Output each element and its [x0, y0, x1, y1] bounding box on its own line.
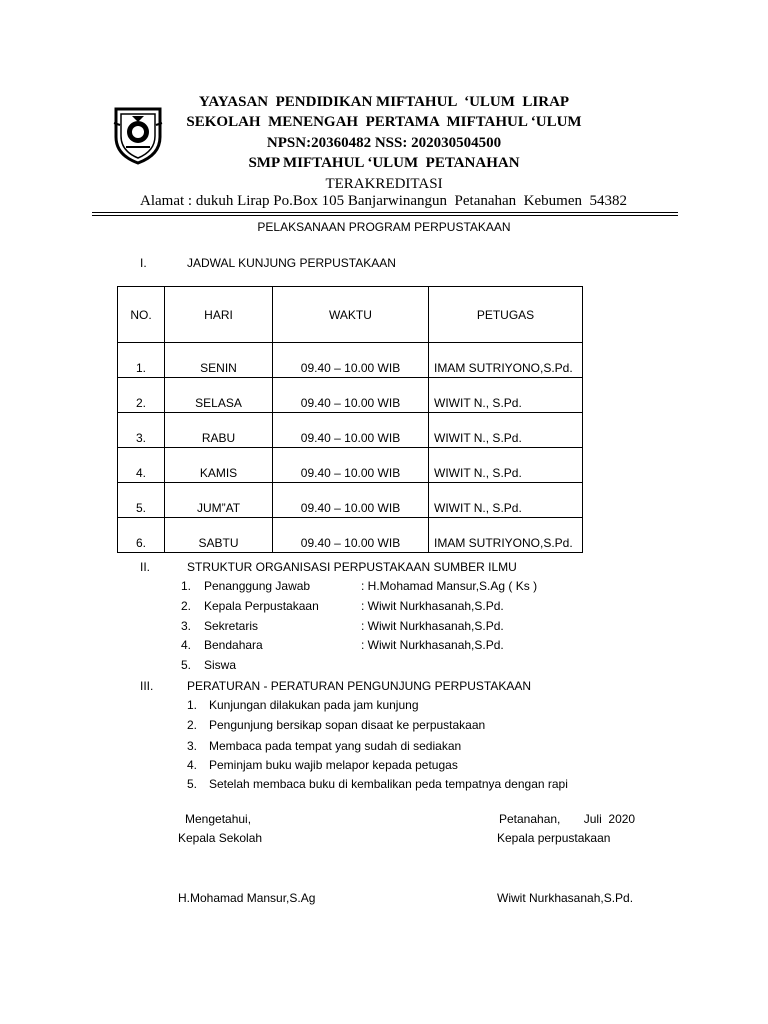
header-divider-thin — [92, 215, 678, 216]
cell-officer: WIWIT N., S.Pd. — [429, 448, 583, 483]
page-title: PELAKSANAAN PROGRAM PERPUSTAKAAN — [257, 220, 511, 234]
sign-right-role: Kepala perpustakaan — [497, 831, 611, 845]
cell-day: SELASA — [165, 378, 273, 413]
cell-day: SABTU — [165, 518, 273, 553]
col-header-time: WAKTU — [273, 287, 429, 343]
col-header-no: NO. — [118, 287, 165, 343]
rule-item-text: Peminjam buku wajib melapor kepada petugas — [209, 758, 458, 772]
org-item-number: 5. — [181, 658, 192, 672]
cell-officer: WIWIT N., S.Pd. — [429, 413, 583, 448]
rule-item-text: Pengunjung bersikap sopan disaat ke perpustakaan — [209, 718, 486, 732]
sign-right-name: Wiwit Nurkhasanah,S.Pd. — [497, 891, 634, 905]
cell-officer: IMAM SUTRIYONO,S.Pd. — [429, 518, 583, 553]
rule-item-number: 3. — [187, 739, 198, 753]
schedule-table — [117, 286, 583, 553]
table-row — [118, 448, 583, 483]
cell-time: 09.40 – 10.00 WIB — [273, 378, 429, 413]
org-item-number: 3. — [181, 619, 192, 633]
cell-time: 09.40 – 10.00 WIB — [273, 413, 429, 448]
cell-time: 09.40 – 10.00 WIB — [273, 343, 429, 378]
org-item-role: Siswa — [204, 658, 237, 672]
rule-item-number: 2. — [187, 718, 198, 732]
cell-officer: WIWIT N., S.Pd. — [429, 483, 583, 518]
rule-item-number: 1. — [187, 698, 198, 712]
header-address: Alamat : dukuh Lirap Po.Box 105 Banjarwinangun Petanahan Kebumen 54382 — [140, 193, 627, 209]
org-item-name: : Wiwit Nurkhasanah,S.Pd. — [361, 599, 504, 613]
table-row — [118, 413, 583, 448]
rule-item-number: 4. — [187, 758, 198, 772]
table-row — [118, 343, 583, 378]
section3-number: III. — [140, 679, 154, 693]
cell-day: RABU — [165, 413, 273, 448]
org-item-role: Sekretaris — [204, 619, 259, 633]
col-header-day: HARI — [165, 287, 273, 343]
org-item-name: : H.Mohamad Mansur,S.Ag ( Ks ) — [361, 579, 538, 593]
col-header-officer: PETUGAS — [429, 287, 583, 343]
org-item-name: : Wiwit Nurkhasanah,S.Pd. — [361, 619, 504, 633]
header-npsn: NPSN:20360482 NSS: 202030504500 — [266, 135, 502, 151]
header-divider — [92, 212, 678, 213]
header-accreditation: TERAKREDITASI — [325, 176, 443, 192]
header-smp: SMP MIFTAHUL ‘ULUM PETANAHAN — [248, 155, 520, 171]
org-item-role: Bendahara — [204, 638, 263, 652]
table-row — [118, 483, 583, 518]
sign-left-name: H.Mohamad Mansur,S.Ag — [178, 891, 316, 905]
org-item-name: : Wiwit Nurkhasanah,S.Pd. — [361, 638, 504, 652]
table-header-row — [118, 287, 583, 343]
cell-day: SENIN — [165, 343, 273, 378]
rule-item-text: Kunjungan dilakukan pada jam kunjung — [209, 698, 419, 712]
org-item-number: 4. — [181, 638, 192, 652]
rule-item-text: Membaca pada tempat yang sudah di sediakan — [209, 739, 462, 753]
section1-title: JADWAL KUNJUNG PERPUSTAKAAN — [187, 256, 396, 270]
sign-right-place-date: Petanahan, Juli 2020 — [499, 812, 636, 826]
org-item-number: 2. — [181, 599, 192, 613]
header-school: SEKOLAH MENENGAH PERTAMA MIFTAHUL ‘ULUM — [186, 114, 582, 130]
section2-title: STRUKTUR ORGANISASI PERPUSTAKAAN SUMBER ILMU — [187, 560, 517, 574]
org-item-number: 1. — [181, 579, 192, 593]
cell-time: 09.40 – 10.00 WIB — [273, 448, 429, 483]
sign-left-role: Kepala Sekolah — [178, 831, 263, 845]
cell-time: 09.40 – 10.00 WIB — [273, 483, 429, 518]
cell-time: 09.40 – 10.00 WIB — [273, 518, 429, 553]
cell-no: 4. — [118, 448, 165, 483]
cell-day: JUM”AT — [165, 483, 273, 518]
rule-item-number: 5. — [187, 777, 198, 791]
cell-officer: IMAM SUTRIYONO,S.Pd. — [429, 343, 583, 378]
section1-number: I. — [140, 256, 147, 270]
section3-title: PERATURAN - PERATURAN PENGUNJUNG PERPUSTAKAAN — [187, 679, 532, 693]
cell-no: 6. — [118, 518, 165, 553]
header-foundation: YAYASAN PENDIDIKAN MIFTAHUL ‘ULUM LIRAP — [198, 94, 570, 110]
section2-number: II. — [140, 560, 151, 574]
org-item-role: Penanggung Jawab — [204, 579, 311, 593]
cell-no: 3. — [118, 413, 165, 448]
cell-day: KAMIS — [165, 448, 273, 483]
sign-left-top: Mengetahui, — [185, 812, 252, 826]
cell-no: 1. — [118, 343, 165, 378]
rule-item-text: Setelah membaca buku di kembalikan peda tempatnya dengan rapi — [209, 777, 568, 791]
table-row — [118, 378, 583, 413]
org-item-role: Kepala Perpustakaan — [204, 599, 319, 613]
cell-no: 5. — [118, 483, 165, 518]
cell-no: 2. — [118, 378, 165, 413]
cell-officer: WIWIT N., S.Pd. — [429, 378, 583, 413]
table-row — [118, 518, 583, 553]
